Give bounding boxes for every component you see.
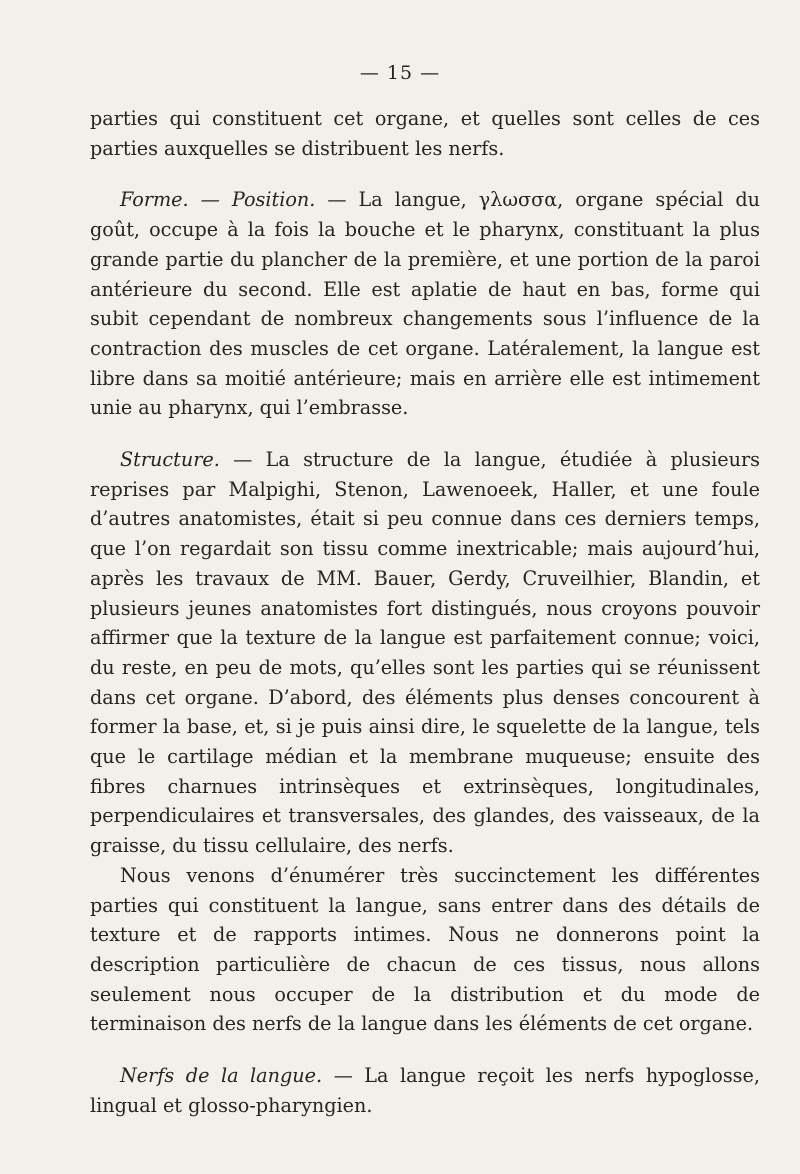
paragraph-text: Nous venons d’énumérer très succinctement les différentes parties qui constituent la langue, sans entrer dans des détails de texture et de rapports intimes. Nous ne donnerons point la description particulière de chacun de ces tissus, nous allons seulement nous occuper de la distribution et du mode de terminaison des nerfs de la langue dans les éléments de cet organe. bbox=[90, 863, 760, 1036]
page-number: — 15 — bbox=[359, 62, 441, 84]
section-heading: Structure. bbox=[120, 448, 220, 472]
paragraph-text: — La langue reçoit les nerfs hypoglosse, lingual et glosso-pharyngien. bbox=[90, 1064, 760, 1117]
paragraph-continuation bbox=[90, 104, 760, 163]
paragraph-forme-position bbox=[90, 185, 760, 423]
paragraph-nerfs bbox=[90, 1061, 760, 1120]
paragraph-enumeration bbox=[90, 861, 760, 1039]
body-text bbox=[90, 104, 760, 1121]
paragraph-text: — La structure de la langue, étudiée à plusieurs reprises par Malpighi, Stenon, Lawenoeek, Haller, et une foule d’autres anatomistes, était si peu connue dans ces derniers temps, que l’on regardait son tissu comme inextricable; mais aujourd’hui, après les travaux de MM. Bauer, Gerdy, Cruveilhier, Blandin, et plusieurs jeunes anatomistes fort distingués, nous croyons pouvoir affirmer que la texture de la langue est parfaitement connue; voici, du reste, en peu de mots, qu’elles sont les parties qui se réunissent dans cet organe. D’abord, des éléments plus denses concourent à former la base, et, si je puis ainsi dire, le squelette de la langue, tels que le cartilage médian et la membrane muqueuse; ensuite des fibres charnues intrinsèques et extrinsèques, longitudinales, perpendiculaires et transversales, des glandes, des vaisseaux, de la graisse, du tissu cellulaire, des nerfs. bbox=[90, 448, 760, 858]
paragraph-text: parties qui constituent cet organe, et quelles sont celles de ces parties auxquelles se distribuent les nerfs. bbox=[90, 107, 760, 160]
section-heading: Nerfs de la langue. bbox=[120, 1064, 323, 1088]
section-heading: Forme. — Position. bbox=[120, 188, 316, 212]
paragraph-text: — La langue, γλωσσα, organe spécial du goût, occupe à la fois la bouche et le pharynx, constituant la plus grande partie du plancher de la première, et une portion de la paroi antérieure du second. Elle est aplatie de haut en bas, forme qui subit cependant de nombreux changements sous l’influence de la contraction des muscles de cet organe. Latéralement, la langue est libre dans sa moitié antérieure; mais en arrière elle est intimement unie au pharynx, qui l’embrasse. bbox=[90, 188, 760, 420]
paragraph-structure bbox=[90, 445, 760, 861]
